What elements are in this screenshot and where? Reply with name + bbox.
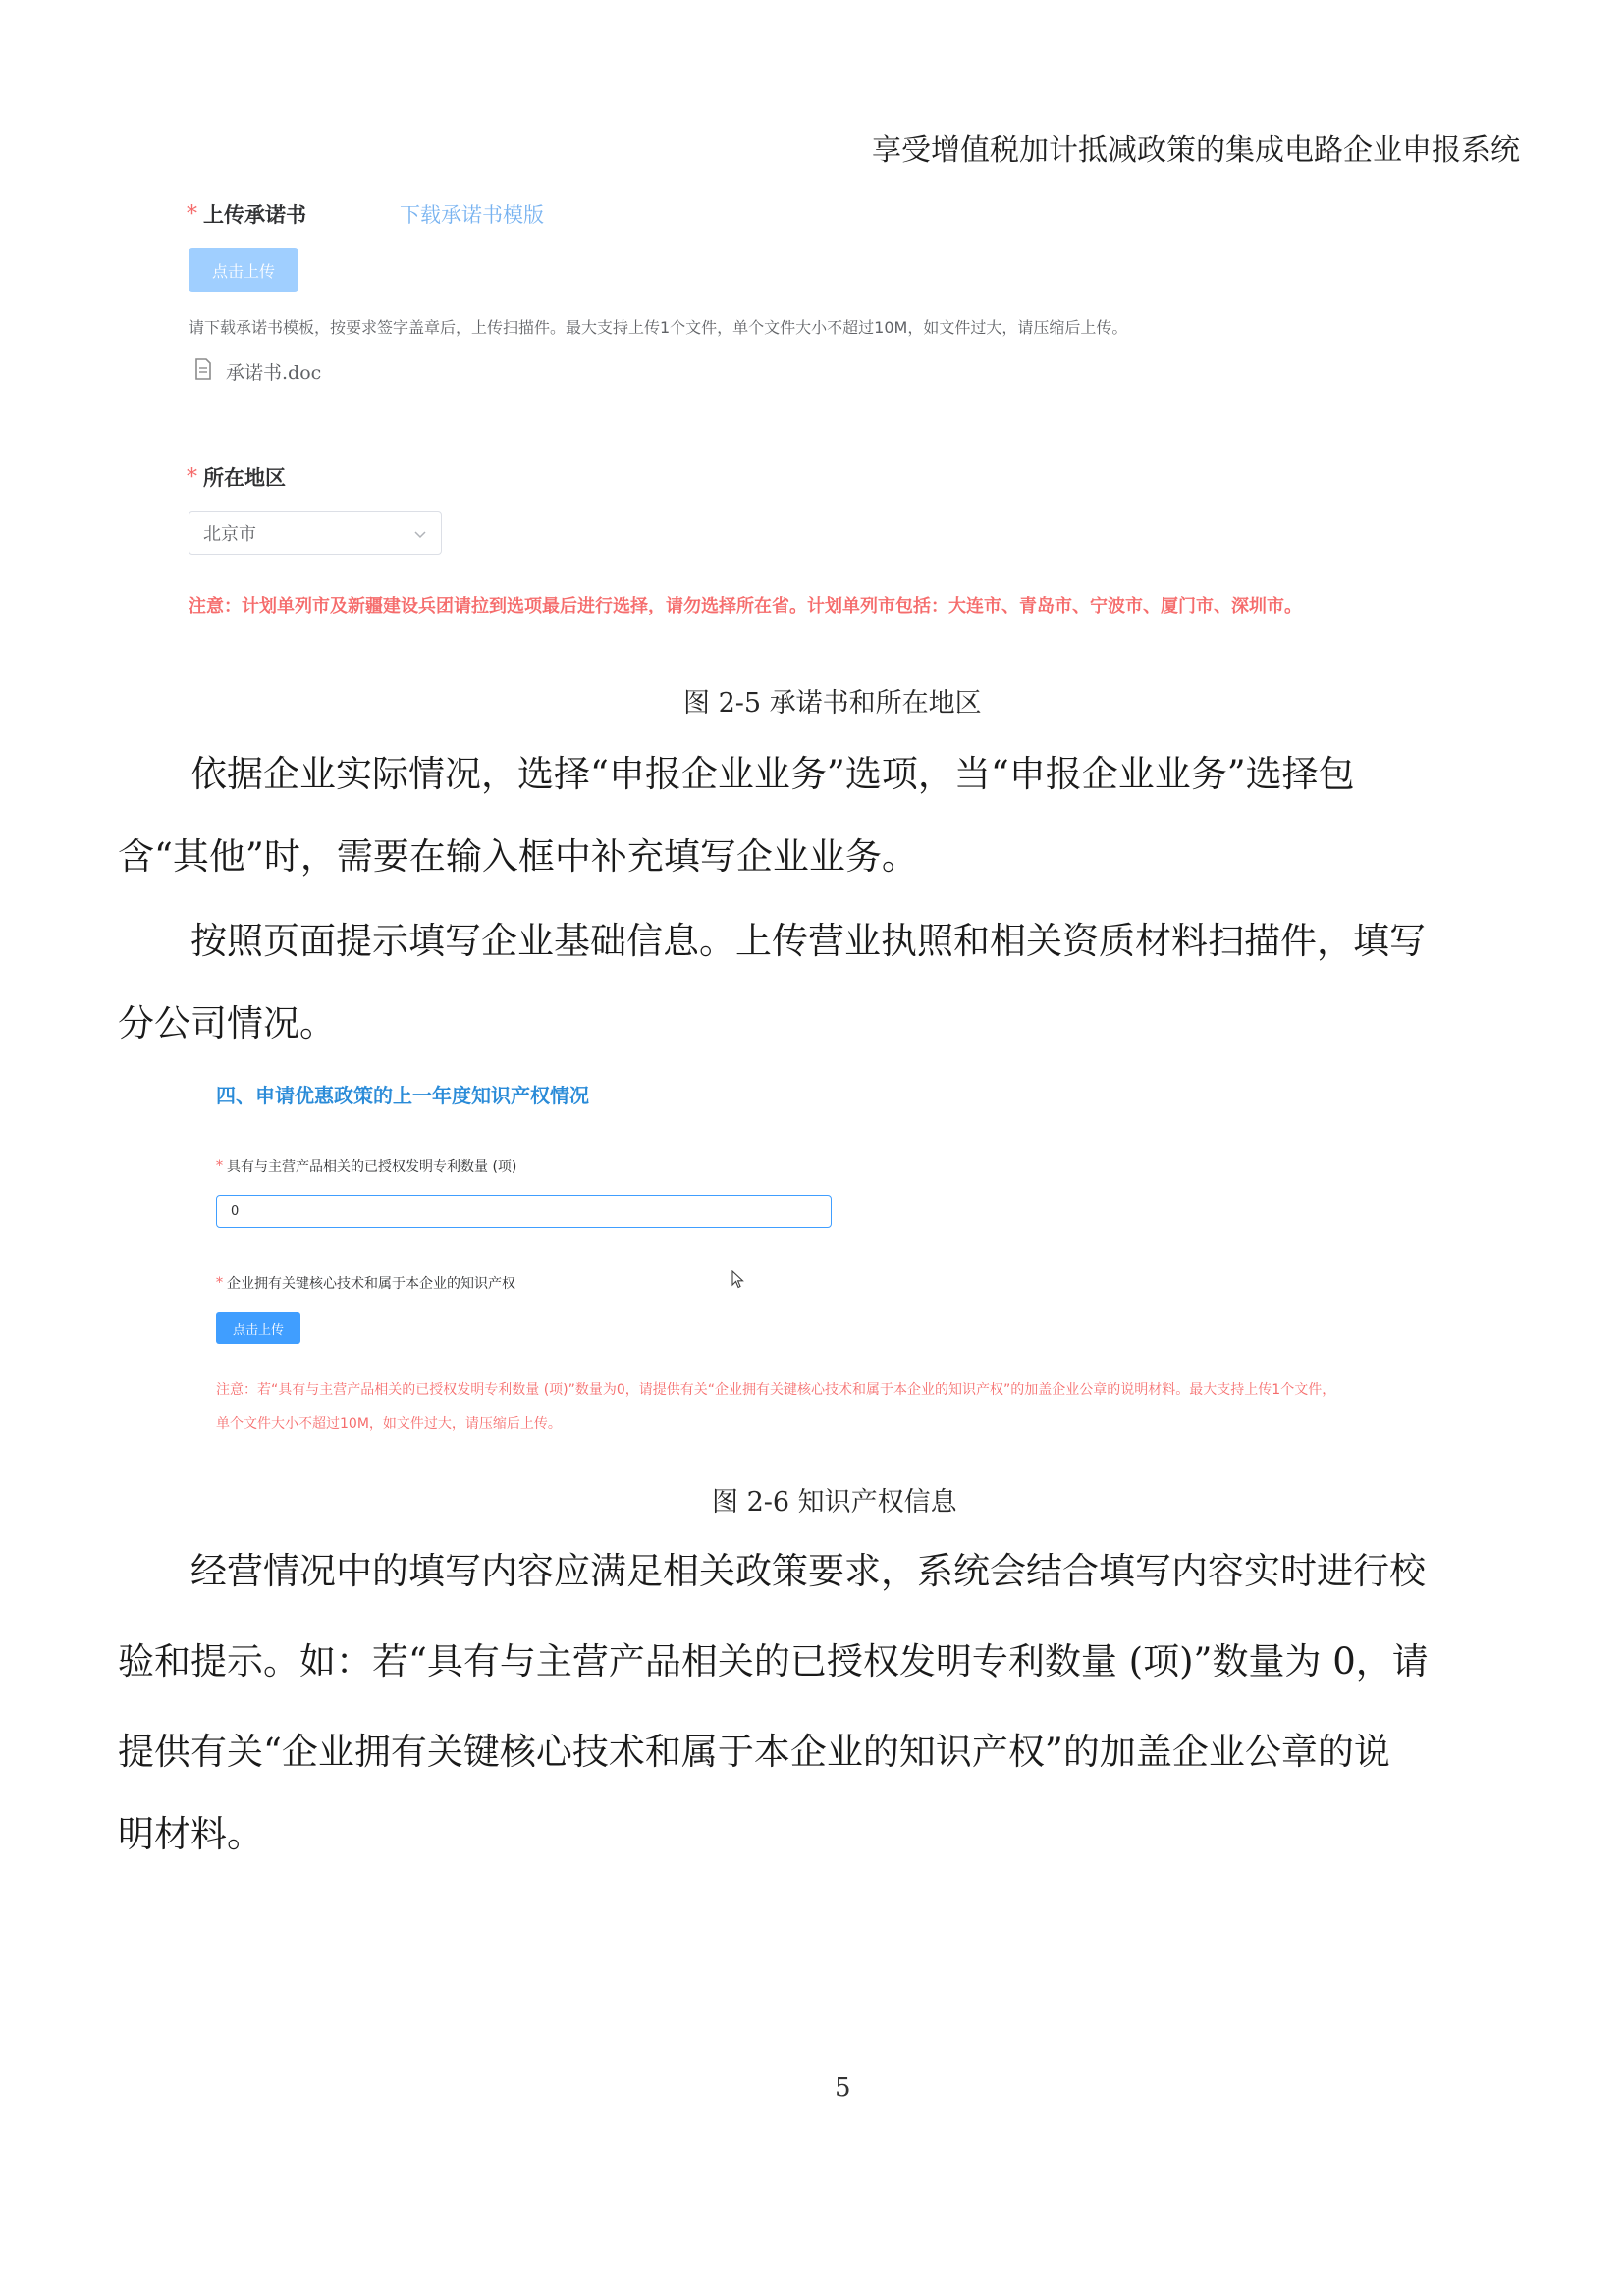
paragraph-basic-info [118, 911, 1518, 1046]
patent-count-label-row [216, 1156, 516, 1176]
required-mark: * [187, 464, 197, 490]
ip-note-line-1: 注意：若“具有与主营产品相关的已授权发明专利数量 (项)”数量为0，请提供有关“企业拥有关键核心技术和属于本企业的知识产权”的加盖企业公章的说明材料。最大支持上传1个文件， [216, 1382, 1336, 1398]
patent-count-label: 具有与主营产品相关的已授权发明专利数量 (项) [227, 1159, 517, 1175]
ip-upload-label: 企业拥有关键核心技术和属于本企业的知识产权 [227, 1276, 515, 1292]
upload-commitment-label-row [187, 199, 306, 229]
upload-commitment-label: 上传承诺书 [203, 202, 306, 227]
paragraph-line: 分公司情况。 [118, 1002, 336, 1044]
region-select-value: 北京市 [203, 524, 256, 545]
chevron-down-icon [413, 523, 427, 544]
document-icon [194, 358, 212, 385]
section-title: 四、申请优惠政策的上一年度知识产权情况 [216, 1084, 589, 1107]
document-header-title: 享受增值税加计抵减政策的集成电路企业申报系统 [872, 133, 1520, 168]
patent-count-value: 0 [231, 1203, 240, 1219]
ip-label-row [216, 1273, 515, 1293]
paragraph-line: 提供有关“企业拥有关键核心技术和属于本企业的知识产权”的加盖企业公章的说 [118, 1731, 1390, 1773]
ip-note-line-2: 单个文件大小不超过10M，如文件过大，请压缩后上传。 [216, 1416, 562, 1432]
mouse-cursor-icon [731, 1270, 745, 1294]
patent-count-input[interactable] [216, 1195, 832, 1228]
ip-upload-button[interactable]: 点击上传 [216, 1312, 300, 1344]
required-mark: * [187, 201, 197, 227]
paragraph-line: 按照页面提示填写企业基础信息。上传营业执照和相关资质材料扫描件，填写 [190, 920, 1426, 962]
figure-caption-2-6: 图 2-6 知识产权信息 [712, 1487, 957, 1518]
uploaded-file-item[interactable] [194, 358, 321, 385]
paragraph-business-selection [118, 744, 1518, 880]
required-mark: * [216, 1158, 223, 1174]
region-select[interactable] [189, 511, 442, 555]
upload-commitment-button[interactable]: 点击上传 [189, 248, 298, 292]
download-template-link[interactable]: 下载承诺书模版 [400, 203, 544, 227]
region-label: 所在地区 [203, 465, 286, 490]
paragraph-line: 明材料。 [118, 1813, 263, 1855]
figure-commitment-region [187, 191, 1463, 623]
region-note: 注意：计划单列市及新疆建设兵团请拉到选项最后进行选择，请勿选择所在省。计划单列市包括：大连市、青岛市、宁波市、厦门市、深圳市。 [189, 596, 1302, 616]
uploaded-file-name: 承诺书.doc [226, 362, 322, 384]
required-mark: * [216, 1275, 223, 1291]
paragraph-line: 验和提示。如：若“具有与主营产品相关的已授权发明专利数量 (项)”数量为 0，请 [118, 1640, 1429, 1682]
page-number: 5 [835, 2073, 851, 2103]
region-label-row [187, 462, 286, 492]
figure-ip-info [216, 1080, 1453, 1453]
figure-caption-2-5: 图 2-5 承诺书和所在地区 [683, 688, 982, 719]
upload-tip: 请下载承诺书模板，按要求签字盖章后，上传扫描件。最大支持上传1个文件，单个文件大小不超过10M，如文件过大，请压缩后上传。 [189, 318, 1128, 337]
paragraph-line: 含“其他”时，需要在输入框中补充填写企业业务。 [118, 835, 918, 878]
paragraph-validation [118, 1541, 1518, 1857]
paragraph-line: 经营情况中的填写内容应满足相关政策要求，系统会结合填写内容实时进行校 [190, 1550, 1426, 1592]
paragraph-line: 依据企业实际情况，选择“申报企业业务”选项，当“申报企业业务”选择包 [190, 753, 1355, 795]
